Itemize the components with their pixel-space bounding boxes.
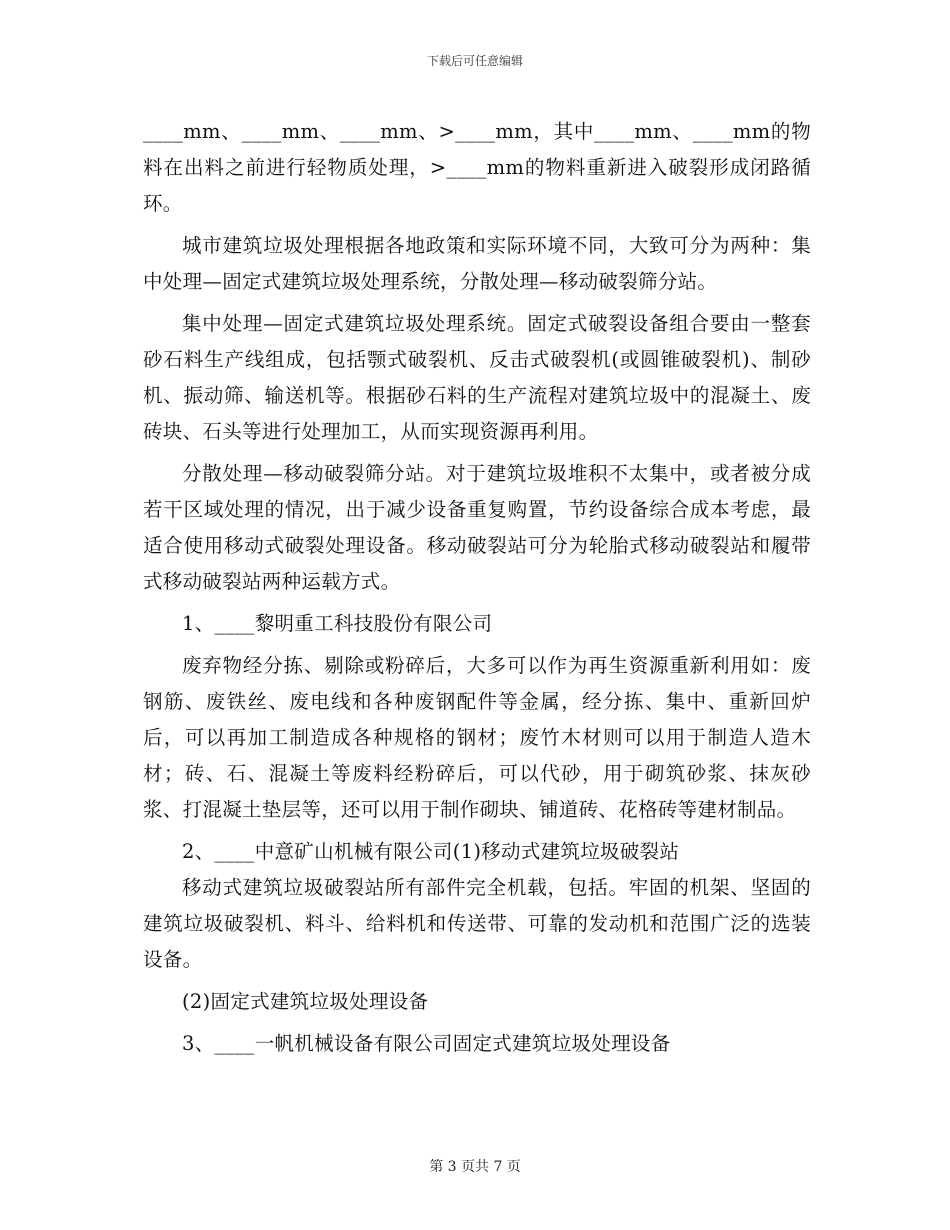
paragraph-waste-recycling: 废弃物经分拣、剔除或粉碎后，大多可以作为再生资源重新利用如：废钢筋、废铁丝、废电线和各种废钢配件等金属，经分拣、集中、重新回炉后，可以再加工制造成各种规格的钢材；废竹木材则可以用于制造人造木材；砖、石、混凝土等废料经粉碎后，可以代砂，用于砌筑砂浆、抹灰砂浆、打混凝土垫层等，还可以用于制作砌块、铺道砖、花格砖等建材制品。	[143, 654, 811, 821]
paragraph-mobile-station: 分散处理—移动破裂筛分站。对于建筑垃圾堆积不太集中，或者被分成若干区域处理的情况，出于减少设备重复购置，节约设备综合成本考虑，最适合使用移动式破裂处理设备。移动破裂站可分为轮胎式移动破裂站和履带式移动破裂站两种运载方式。	[143, 462, 811, 593]
document-body	[143, 114, 811, 1062]
paragraph-fixed-system: 集中处理—固定式建筑垃圾处理系统。固定式破裂设备组合要由一整套砂石料生产线组成，包括颚式破裂机、反击式破裂机(或圆锥破裂机)、制砂机、振动筛、输送机等。根据砂石料的生产流程对建筑垃圾中的混凝土、废砖块、石头等进行处理加工，从而实现资源再利用。	[143, 312, 811, 443]
heading-company-2: 2、____中意矿山机械有限公司(1)移动式建筑垃圾破裂站	[182, 840, 680, 863]
paragraph-processing-overview: 城市建筑垃圾处理根据各地政策和实际环境不同，大致可分为两种：集中处理—固定式建筑垃圾处理系统，分散处理—移动破裂筛分站。	[143, 234, 811, 293]
paragraph-sieve-sizes: ____mm、____mm、____mm、>____mm，其中____mm、____mm的物料在出料之前进行轻物质处理，>____mm的物料重新进入破裂形成闭路循环。	[143, 120, 811, 215]
heading-company-3: 3、____一帆机械设备有限公司固定式建筑垃圾处理设备	[182, 1032, 671, 1055]
page-header: 下载后可任意编辑	[426, 54, 523, 68]
paragraph-mobile-crusher: 移动式建筑垃圾破裂站所有部件完全机载，包括。牢固的机架、坚固的建筑垃圾破裂机、料斗、给料机和传送带、可靠的发动机和范围广泛的选装设备。	[143, 876, 811, 971]
heading-fixed-equipment: (2)固定式建筑垃圾处理设备	[182, 990, 429, 1013]
page-footer: 第 3 页共 7 页	[429, 1159, 521, 1175]
heading-company-1: 1、____黎明重工科技股份有限公司	[182, 612, 493, 635]
